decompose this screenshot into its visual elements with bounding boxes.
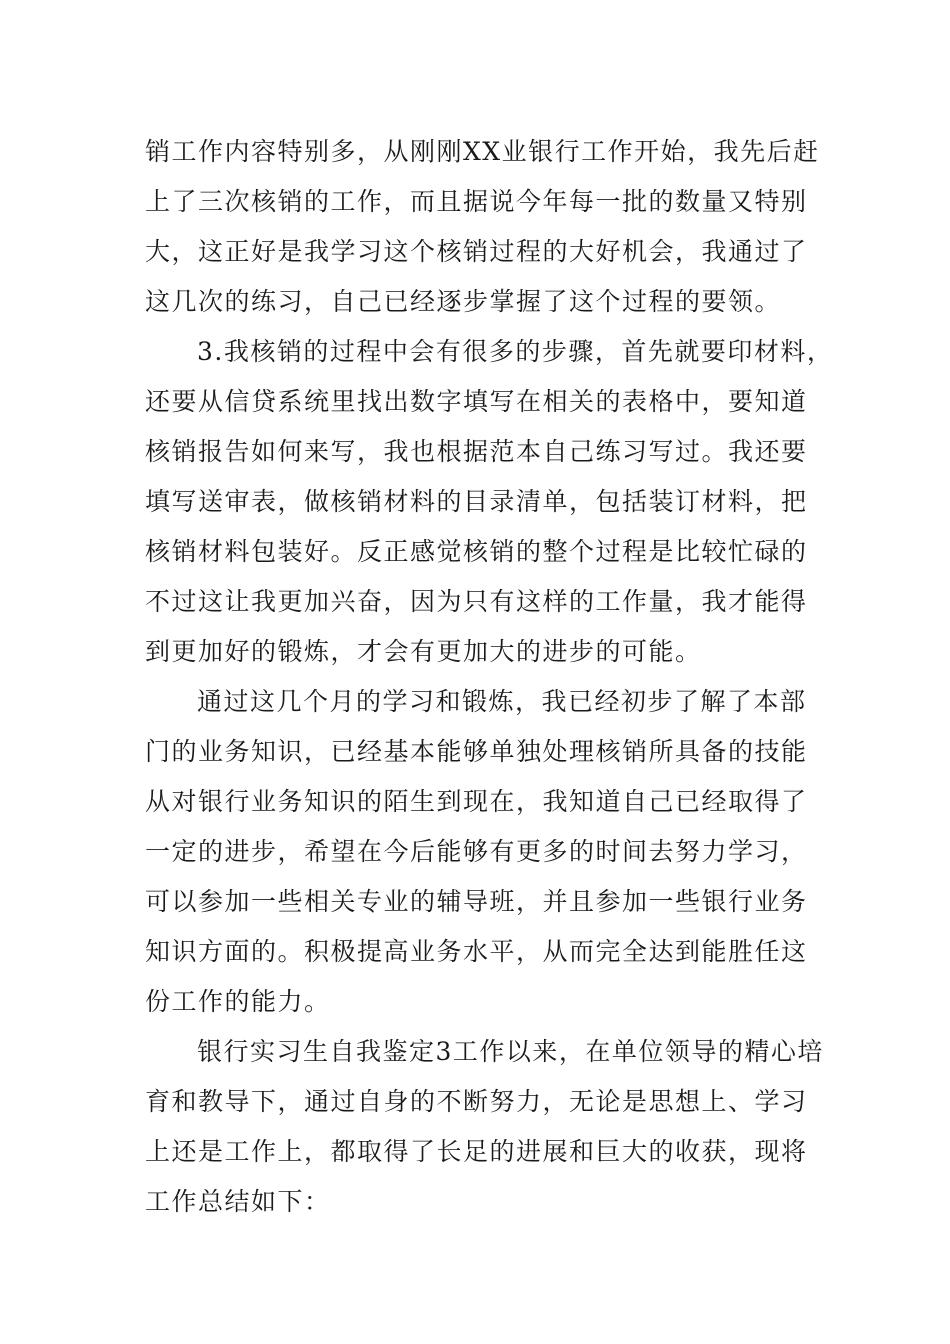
text-line: 核销材料包装好。反正感觉核销的整个过程是比较忙碌的 bbox=[145, 537, 808, 566]
text-line: 一定的进步，希望在今后能够有更多的时间去努力学习， bbox=[145, 837, 808, 866]
document-body bbox=[145, 127, 834, 1227]
text-line: 填写送审表，做核销材料的目录清单，包括装订材料，把 bbox=[145, 487, 808, 516]
text-line: 知识方面的。积极提高业务水平，从而完全达到能胜任这 bbox=[145, 937, 808, 966]
text-line: 工作总结如下： bbox=[145, 1187, 331, 1216]
text-line: 门的业务知识，已经基本能够单独处理核销所具备的技能 bbox=[145, 737, 808, 766]
text-line: 可以参加一些相关专业的辅导班，并且参加一些银行业务 bbox=[145, 887, 808, 916]
text-line: 上还是工作上，都取得了长足的进展和巨大的收获，现将 bbox=[145, 1137, 808, 1166]
text-line: 不过这让我更加兴奋，因为只有这样的工作量，我才能得 bbox=[145, 587, 808, 616]
text-line: 到更加好的锻炼，才会有更加大的进步的可能。 bbox=[145, 637, 702, 666]
paragraph-first-line: 3.我核销的过程中会有很多的步骤，首先就要印材料， bbox=[197, 337, 834, 366]
text-line: 上了三次核销的工作，而且据说今年每一批的数量又特别 bbox=[145, 187, 808, 216]
paragraph-first-line: 通过这几个月的学习和锻炼，我已经初步了解了本部 bbox=[197, 687, 807, 716]
text-line: 份工作的能力。 bbox=[145, 987, 331, 1016]
text-line: 这几次的练习，自己已经逐步掌握了这个过程的要领。 bbox=[145, 287, 782, 316]
paragraph-first-line: 银行实习生自我鉴定3工作以来，在单位领导的精心培 bbox=[197, 1037, 824, 1066]
text-line: 还要从信贷系统里找出数字填写在相关的表格中，要知道 bbox=[145, 387, 808, 416]
text-line: 育和教导下，通过自身的不断努力，无论是思想上、学习 bbox=[145, 1087, 808, 1116]
text-line: 从对银行业务知识的陌生到现在，我知道自己已经取得了 bbox=[145, 787, 808, 816]
text-line: 核销报告如何来写，我也根据范本自己练习写过。我还要 bbox=[145, 437, 808, 466]
text-line: 销工作内容特别多，从刚刚XX业银行工作开始，我先后赶 bbox=[145, 137, 820, 166]
text-line: 大，这正好是我学习这个核销过程的大好机会，我通过了 bbox=[145, 237, 808, 266]
